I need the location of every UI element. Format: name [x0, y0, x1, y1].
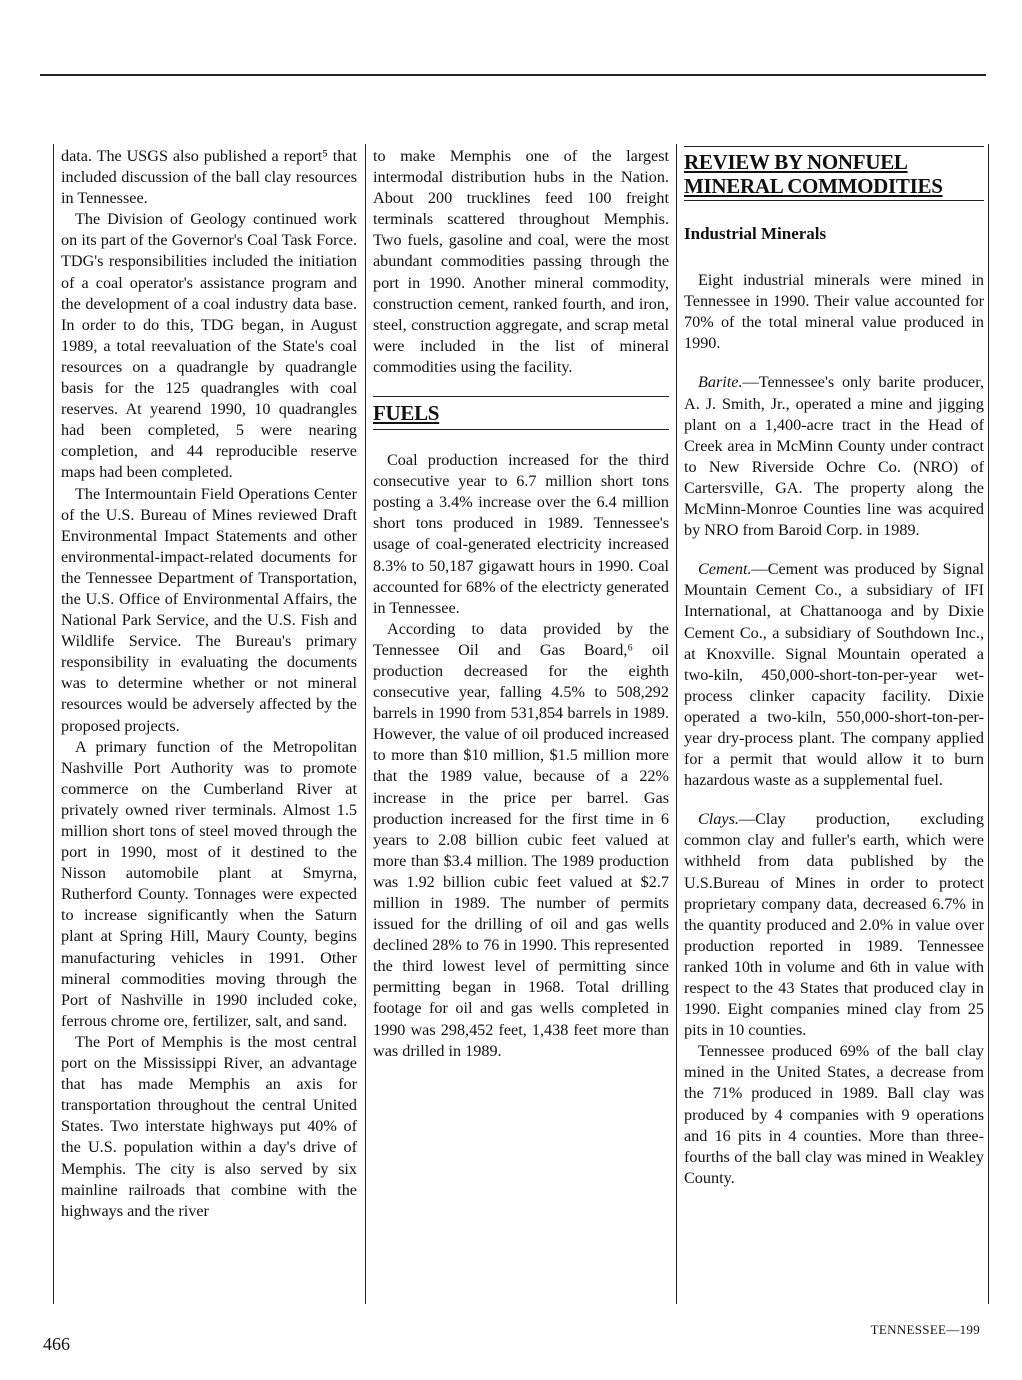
column-rule — [365, 144, 366, 1304]
section-heading-fuels: FUELS — [373, 401, 440, 426]
paragraph: Eight industrial minerals were mined in Tennessee in 1990. Their value accounted for 70% of the total mineral value produced in 1990. — [684, 271, 984, 353]
section-heading-nonfuel: REVIEW BY NONFUEL MINERAL COMMODITIES — [684, 150, 943, 198]
column-rule — [676, 144, 677, 1304]
subheading-industrial-minerals: Industrial Minerals — [684, 224, 827, 243]
page-number: 466 — [43, 1334, 70, 1354]
paragraph: to make Memphis one of the largest intermodal distribution hubs in the Nation. About 200 trucklines feed 100 freight terminals scattered throughout Memphis. Two fuels, gasoline and coal, were the most abundant commodities passing through the port in 1990. Another mineral commodity, construction cement, ranked fourth, and iron, steel, construction aggregate, and scrap metal were included in the list of mineral commodities using the facility. — [373, 147, 669, 376]
paragraph: A primary function of the Metropolitan Nashville Port Authority was to promote commerce on the Cumberland River at privately owned river terminals. Almost 1.5 million short tons of steel moved through the port in 1990, most of it destined to the Nisson automobile plant at Smyrna, Rutherford County. Tonnages were expected to increase significantly when the Saturn plant at Spring Hill, Maury County, begins manufacturing vehicles in 1991. Other mineral commodities moving through the Port of Nashville in 1990 included coke, ferrous chrome ore, fertilizer, salt, and sand. — [61, 737, 357, 1030]
paragraph-clays — [684, 809, 984, 1041]
paragraph-cement — [684, 559, 984, 791]
paragraph: data. The USGS also published a report⁵ that included discussion of the ball clay resources in Tennessee. — [61, 147, 357, 208]
paragraph: The Division of Geology continued work on its part of the Governor's Coal Task Force. TDG's responsibilities included the initiation of a coal operator's assistance program and the development of a coal industry data base. In order to do this, TDG began, in August 1989, a total reevaluation of the State's coal resources on a quadrangle by quadrangle basis for the 125 quadrangles with coal reserves. At yearend 1990, 10 quadrangles had been completed, 5 were nearing completion, and 44 reproducible reserve maps had been completed. — [61, 210, 357, 482]
paragraph: Tennessee produced 69% of the ball clay mined in the United States, a decrease from the 71% produced in 1989. Ball clay was produced by 4 companies with 9 operations and 16 pits in 4 counties. More than three-fourths of the ball clay was mined in Weakley County. — [684, 1042, 984, 1187]
paragraph-barite — [684, 372, 984, 541]
column-rule — [988, 144, 989, 1304]
paragraph: The Intermountain Field Operations Center of the U.S. Bureau of Mines reviewed Draft Environmental Impact Statements and other environmental-impact-related documents for the Tennessee Department of Transportation, the U.S. Office of Environmental Affairs, the National Park Service, and the U.S. Fish and Wildlife Service. The Bureau's primary responsibility in evaluating the documents was to determine whether or not mineral resources would be adversely affected by the proposed projects. — [61, 484, 357, 735]
section-rule — [684, 200, 984, 201]
run-in-heading: Clays. — [698, 810, 739, 829]
column-right — [684, 146, 984, 1189]
paragraph-text: —Clay production, excluding common clay and fuller's earth, which were withheld from data published by the U.S.Bureau of Mines in order to protect proprietary company data, decreased 6.7% in the quantity produced and 2.0% in value over production reported in 1989. Tennessee ranked 10th in volume and 6th in value with respect to the 43 States that produced clay in 1990. Eight companies mined clay from 25 pits in 10 counties. — [684, 810, 984, 1040]
run-in-heading: Cement. — [698, 560, 752, 579]
section-rule — [684, 146, 984, 147]
column-rule — [53, 144, 54, 1304]
section-rule — [373, 396, 669, 397]
column-left — [61, 146, 357, 1222]
paragraph: Coal production increased for the third consecutive year to 6.7 million short tons posting a 3.4% increase over the 6.4 million short tons produced in 1989. Tennessee's usage of coal-generated electricity increased 8.3% to 50,187 gigawatt hours in 1990. Coal accounted for 68% of the electricty generated in Tennessee. — [373, 451, 669, 617]
run-in-heading: Barite. — [698, 373, 743, 392]
paragraph: According to data provided by the Tennessee Oil and Gas Board,⁶ oil production decreased for the eighth consecutive year, falling 4.5% to 508,292 barrels in 1990 from 531,854 barrels in 1989. However, the value of oil produced increased to more than $10 million, $1.5 million more that the 1989 value, because of a 22% increase in the price per barrel. Gas production increased for the first time in 6 years to 2.08 billion cubic feet valued at more than $3.4 million. The 1989 production was 1.92 billion cubic feet valued at $2.7 million in 1989. The number of permits issued for the drilling of oil and gas wells declined 28% to 76 in 1990. This represented the third lowest level of permitting since permitting began in 1968. Total drilling footage for oil and gas wells completed in 1990 was 298,452 feet, 1,438 feet more than was drilled in 1989. — [373, 619, 669, 1060]
column-middle — [373, 146, 669, 1062]
paragraph: The Port of Memphis is the most central port on the Mississippi River, an advantage that has made Memphis an axis for transportation throughout the central United States. Two interstate highways put 40% of the U.S. population within a day's drive of Memphis. The city is also served by six mainline railroads that combine with the highways and the river — [61, 1032, 357, 1220]
paragraph-text: —Tennessee's only barite producer, A. J. Smith, Jr., operated a mine and jigging plant on a 1,400-acre tract in the Head of Creek area in McMinn County under contract to New Riverside Ochre Co. (NRO) of Cartersville, GA. The property along the McMinn-Monroe Counties line was acquired by NRO from Baroid Corp. in 1989. — [684, 373, 984, 540]
running-foot: TENNESSEE—199 — [870, 1322, 980, 1337]
paragraph-text: —Cement was produced by Signal Mountain Cement Co., a subsidiary of IFI International, at Chattanooga and by Dixie Cement Co., a subsidiary of Southdown Inc., at Knoxville. Signal Mountain operated a two-kiln, 450,000-short-ton-per-year wet-process clinker capacity facility. Dixie operated a two-kiln, 550,000-short-ton-per-year dry-process plant. The company applied for a permit that would allow it to burn hazardous waste as a supplemental fuel. — [684, 560, 984, 790]
top-rule — [40, 74, 986, 76]
